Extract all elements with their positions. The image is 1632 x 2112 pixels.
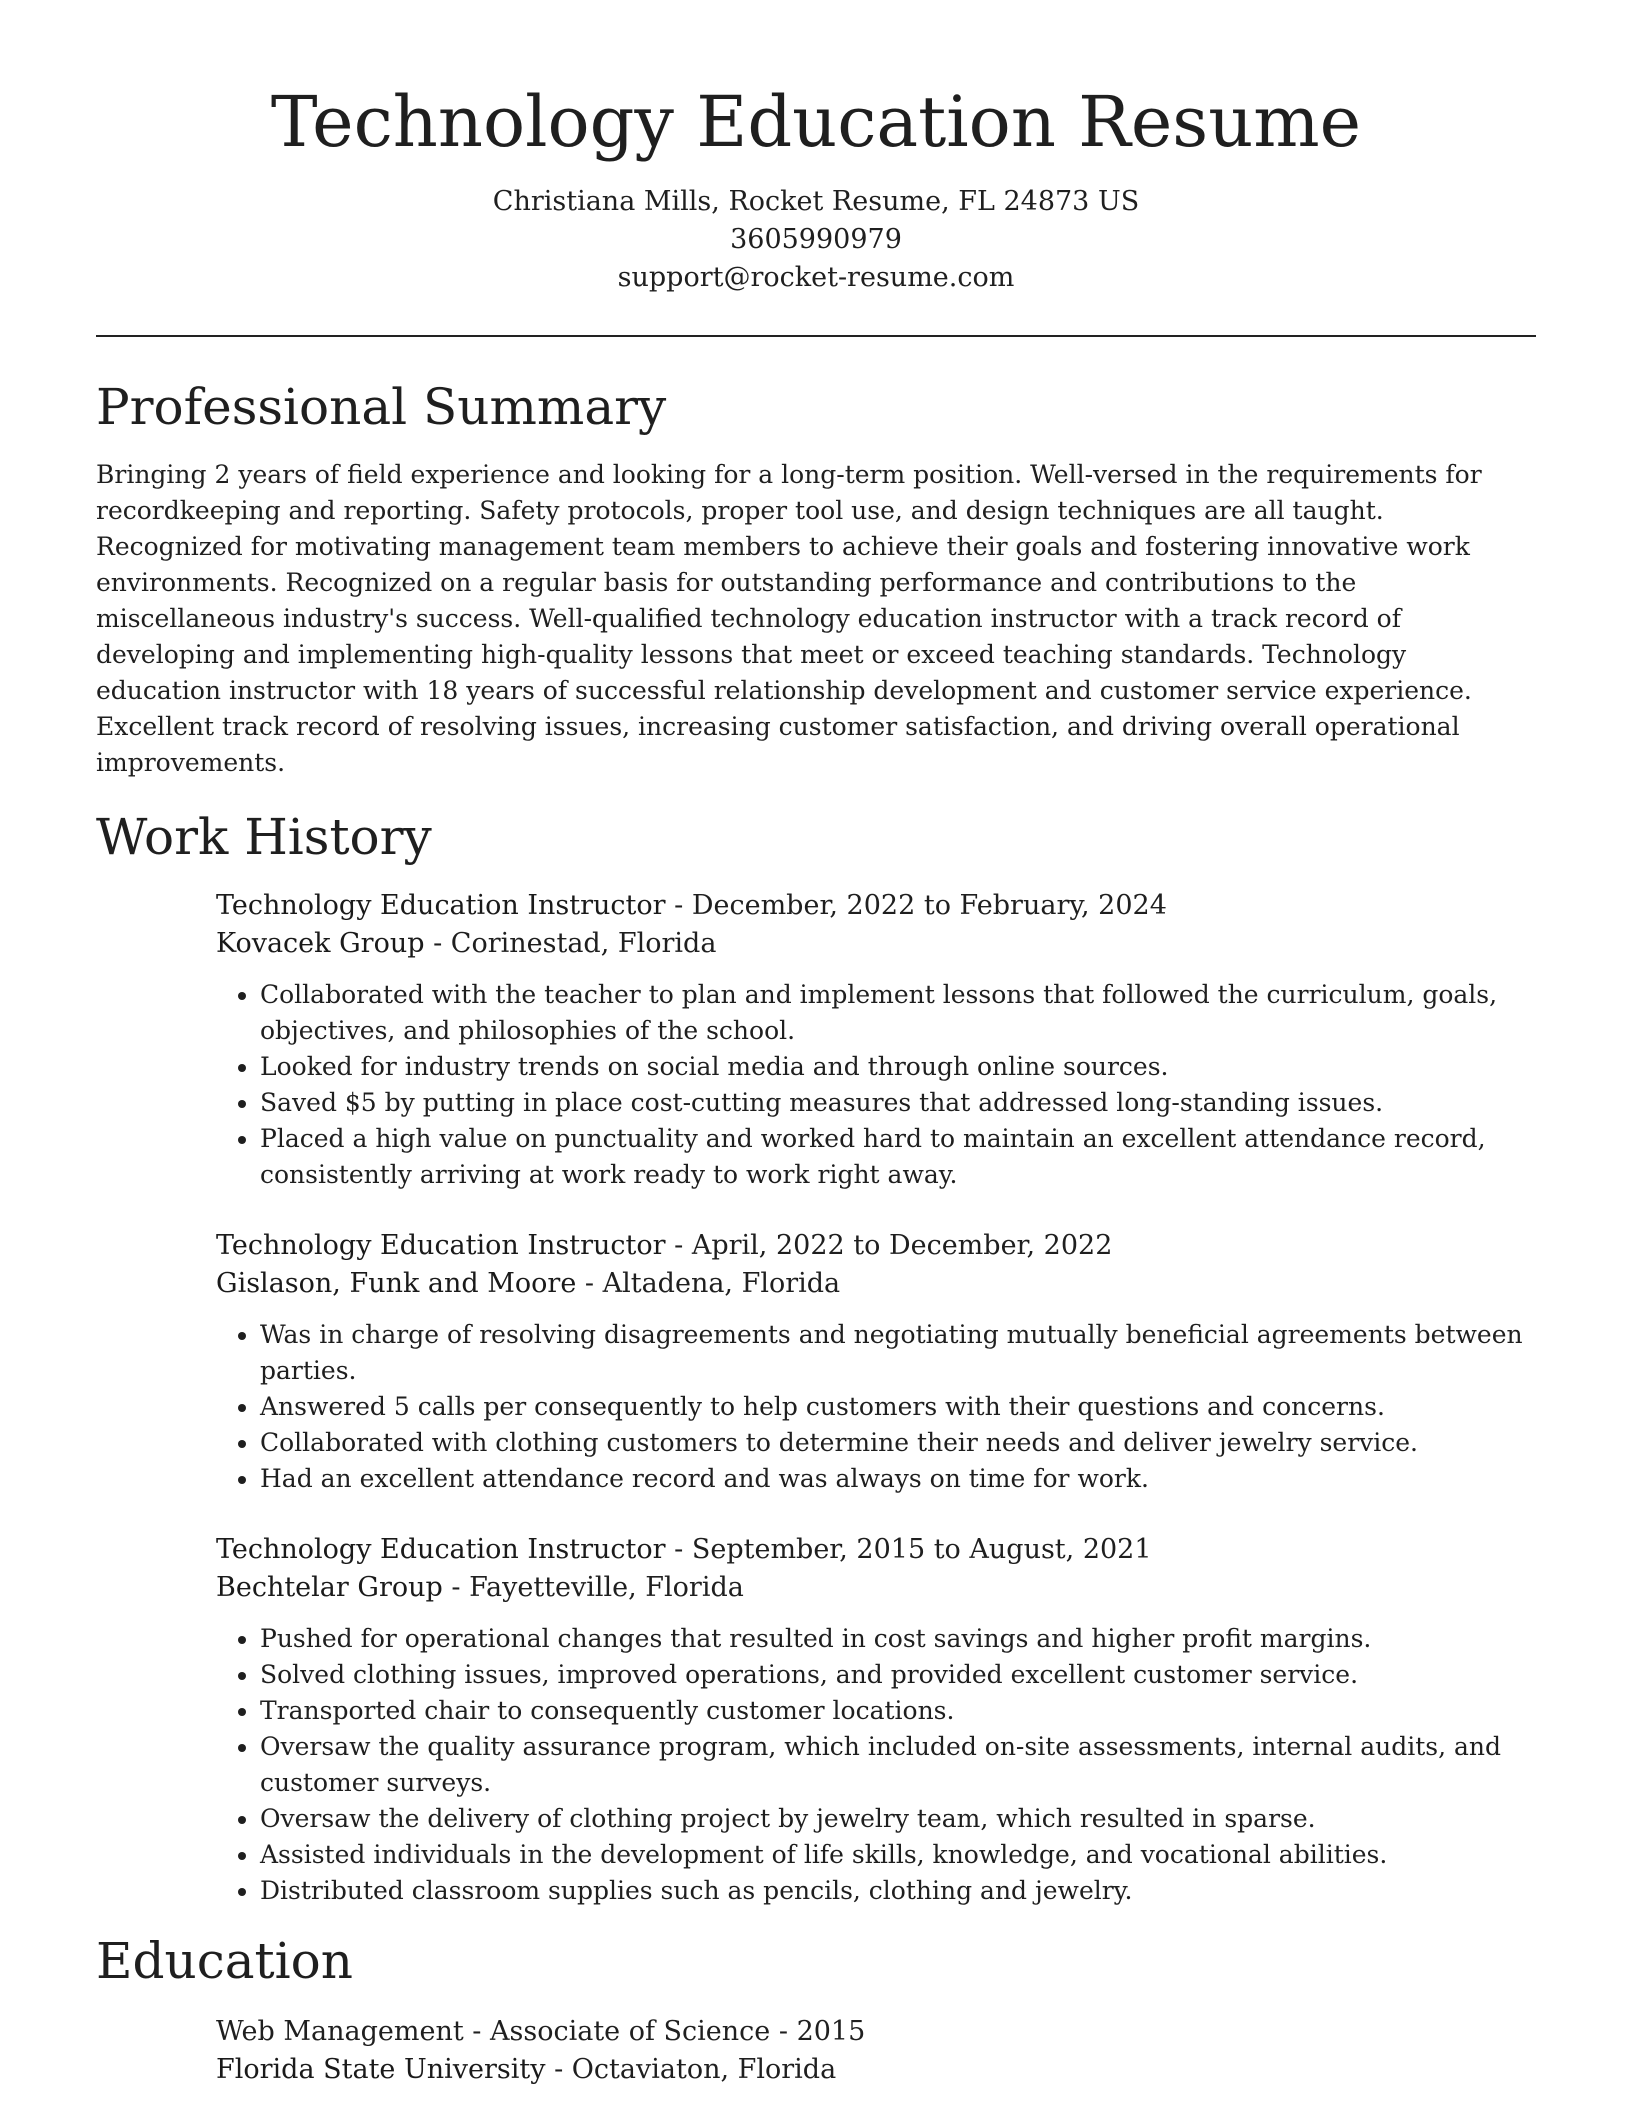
job-title: Technology Education Instructor	[216, 1229, 666, 1261]
education-school: Florida State University	[216, 2053, 546, 2085]
education-entry	[216, 2013, 1536, 2089]
list-item: • Looked for industry trends on social media and through online sources.	[260, 1049, 1536, 1085]
list-item: • Pushed for operational changes that resulted in cost savings and higher profit margins.	[260, 1621, 1536, 1657]
job-company: Bechtelar Group	[216, 1571, 443, 1603]
list-item: • Had an excellent attendance record and was always on time for work.	[260, 1461, 1536, 1497]
section-heading-education: Education	[96, 1931, 353, 1990]
section-heading-summary: Professional Summary	[96, 377, 667, 436]
contact-email: support@rocket-resume.com	[617, 261, 1015, 293]
job-company-line	[216, 1265, 1536, 1303]
list-item: • Distributed classroom supplies such as pencils, clothing and jewelry.	[260, 1873, 1536, 1909]
job-location: - Altadena, Florida	[576, 1267, 841, 1299]
list-item: • Collaborated with the teacher to plan and implement lessons that followed the curriculum, goals, objectives, and philosophies of the school.	[260, 977, 1536, 1049]
list-item: • Oversaw the delivery of clothing project by jewelry team, which resulted in sparse.	[260, 1801, 1536, 1837]
contact-phone: 3605990979	[730, 223, 902, 255]
list-item: • Saved $5 by putting in place cost-cutting measures that addressed long-standing issues.	[260, 1085, 1536, 1121]
job-title-line	[216, 887, 1536, 925]
list-item: • Assisted individuals in the development of life skills, knowledge, and vocational abilities.	[260, 1837, 1536, 1873]
contact-address: Christiana Mills, Rocket Resume, FL 24873 US	[492, 185, 1140, 217]
list-item: • Was in charge of resolving disagreements and negotiating mutually beneficial agreements between parties.	[260, 1317, 1536, 1389]
job-company: Kovacek Group	[216, 927, 425, 959]
resume-header	[96, 0, 1536, 297]
education-school-line	[216, 2051, 1536, 2089]
job-location: - Corinestad, Florida	[424, 927, 717, 959]
job-bullet-list	[216, 1621, 1536, 1909]
job-bullet-list	[216, 977, 1536, 1193]
list-item: • Solved clothing issues, improved operations, and provided excellent customer service.	[260, 1657, 1536, 1693]
job-dates: - December, 2022 to February, 2024	[665, 889, 1167, 921]
job-list	[216, 887, 1536, 1909]
list-item: • Transported chair to consequently customer locations.	[260, 1693, 1536, 1729]
document-title: Technology Education Resume	[270, 81, 1362, 163]
job-entry	[216, 887, 1536, 1193]
job-dates: - April, 2022 to December, 2022	[665, 1229, 1113, 1261]
list-item: • Collaborated with clothing customers to determine their needs and deliver jewelry service.	[260, 1425, 1536, 1461]
section-professional-summary	[96, 377, 1536, 781]
job-title-line	[216, 1227, 1536, 1265]
job-company-line	[216, 925, 1536, 963]
job-title: Technology Education Instructor	[216, 889, 666, 921]
header-divider	[96, 335, 1536, 337]
section-heading-work: Work History	[96, 807, 432, 866]
section-education	[96, 1931, 1536, 2089]
job-dates: - September, 2015 to August, 2021	[665, 1533, 1152, 1565]
education-location: - Octaviaton, Florida	[545, 2053, 837, 2085]
job-bullet-list	[216, 1317, 1536, 1497]
job-company: Gislason, Funk and Moore	[216, 1267, 577, 1299]
job-entry	[216, 1531, 1536, 1909]
list-item: • Answered 5 calls per consequently to help customers with their questions and concerns.	[260, 1389, 1536, 1425]
job-entry	[216, 1227, 1536, 1497]
summary-paragraph: Bringing 2 years of field experience and looking for a long-term position. Well-versed in the requirements for recordkeeping and reporting. Safety protocols, proper tool use, and design techniques are all taught. Recognized for motivating management team members to achieve their goals and fostering innovative work environments. Recognized on a regular basis for outstanding performance and contributions to the miscellaneous industry's success. Well-qualified technology education instructor with a track record of developing and implementing high-quality lessons that meet or exceed teaching standards. Technology education instructor with 18 years of successful relationship development and customer service experience. Excellent track record of resolving issues, increasing customer satisfaction, and driving overall operational improvements.	[96, 459, 1482, 777]
section-work-history	[96, 807, 1536, 1909]
job-title-line	[216, 1531, 1536, 1569]
list-item: • Placed a high value on punctuality and worked hard to maintain an excellent attendance record, consistently arriving at work ready to work right away.	[260, 1121, 1536, 1193]
job-company-line	[216, 1569, 1536, 1607]
contact-block	[96, 183, 1536, 297]
education-degree-line: Web Management - Associate of Science - 2015	[216, 2015, 866, 2047]
list-item: • Oversaw the quality assurance program, which included on-site assessments, internal audits, and customer surveys.	[260, 1729, 1536, 1801]
job-location: - Fayetteville, Florida	[442, 1571, 744, 1603]
job-title: Technology Education Instructor	[216, 1533, 666, 1565]
